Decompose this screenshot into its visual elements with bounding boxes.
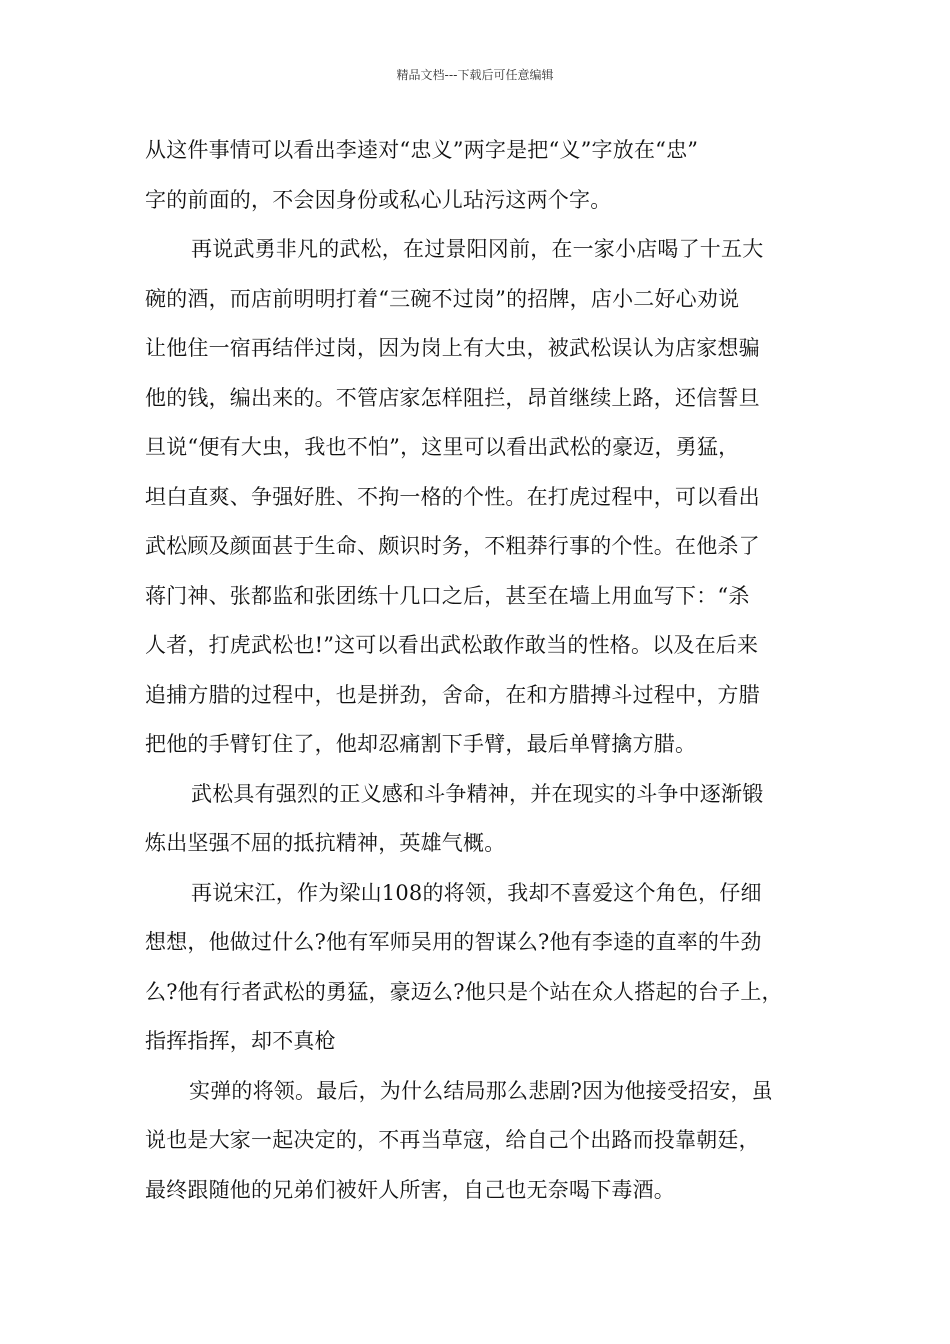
paragraph-4-line-1: 再说宋江，作为梁山108的将领，我却不喜爱这个角色，仔细 xyxy=(191,880,762,905)
paragraph-5-line-3: 最终跟随他的兄弟们被奸人所害，自己也无奈喝下毒酒。 xyxy=(145,1177,675,1202)
paragraph-2-line-4: 他的钱，编出来的。不管店家怎样阻拦，昂首继续上路，还信誓旦 xyxy=(145,385,760,410)
paragraph-2-line-10: 追捕方腊的过程中，也是拼劲，舍命，在和方腊搏斗过程中，方腊 xyxy=(145,682,760,707)
paragraph-2-line-2: 碗的酒，而店前明明打着“三碗不过岗”的招牌，店小二好心劝说 xyxy=(145,286,740,311)
paragraph-2-line-6: 坦白直爽、争强好胜、不拘一格的个性。在打虎过程中，可以看出 xyxy=(145,484,760,509)
paragraph-2-line-9: 人者，打虎武松也!”这可以看出武松敢作敢当的性格。以及在后来 xyxy=(145,633,759,657)
paragraph-5-line-2: 说也是大家一起决定的，不再当草寇，给自己个出路而投靠朝廷， xyxy=(145,1128,760,1152)
paragraph-2-line-7: 武松顾及颜面甚于生命、颇识时务，不粗莽行事的个性。在他杀了 xyxy=(145,534,760,558)
paragraph-2-line-11: 把他的手臂钉住了，他却忍痛割下手臂，最后单臂擒方腊。 xyxy=(145,732,697,756)
paragraph-3-line-1: 武松具有强烈的正义感和斗争精神，并在现实的斗争中逐渐锻 xyxy=(191,781,764,806)
document-body xyxy=(145,126,835,1215)
paragraph-3-line-2: 炼出坚强不屈的抵抗精神，英雄气概。 xyxy=(145,831,506,855)
paragraph-2-line-1: 再说武勇非凡的武松，在过景阳冈前，在一家小店喝了十五大 xyxy=(191,237,764,261)
page-header: 精品文档---下载后可任意编辑 xyxy=(396,68,554,82)
paragraph-4-line-2: 想想，他做过什么?他有军师吴用的智谋么?他有李逵的直率的牛劲 xyxy=(145,930,762,954)
paragraph-1-line-2: 字的前面的，不会因身份或私心儿玷污这两个字。 xyxy=(145,187,612,212)
paragraph-1-line-1: 从这件事情可以看出李逵对“忠义”两字是把“义”字放在“忠” xyxy=(145,138,699,162)
paragraph-2-line-8: 蒋门神、张都监和张团练十几口之后，甚至在墙上用血写下：“杀 xyxy=(145,583,750,608)
paragraph-2-line-3: 让他住一宿再结伴过岗，因为岗上有大虫，被武松误认为店家想骗 xyxy=(145,336,760,360)
paragraph-2-line-5: 旦说“便有大虫，我也不怕”，这里可以看出武松的豪迈，勇猛， xyxy=(145,435,740,459)
paragraph-5-line-1: 实弹的将领。最后，为什么结局那么悲剧?因为他接受招安，虽 xyxy=(189,1078,773,1103)
paragraph-4-line-4: 指挥指挥，却不真枪 xyxy=(145,1029,336,1053)
paragraph-4-line-3: 么?他有行者武松的勇猛，豪迈么?他只是个站在众人搭起的台子上， xyxy=(145,979,783,1004)
